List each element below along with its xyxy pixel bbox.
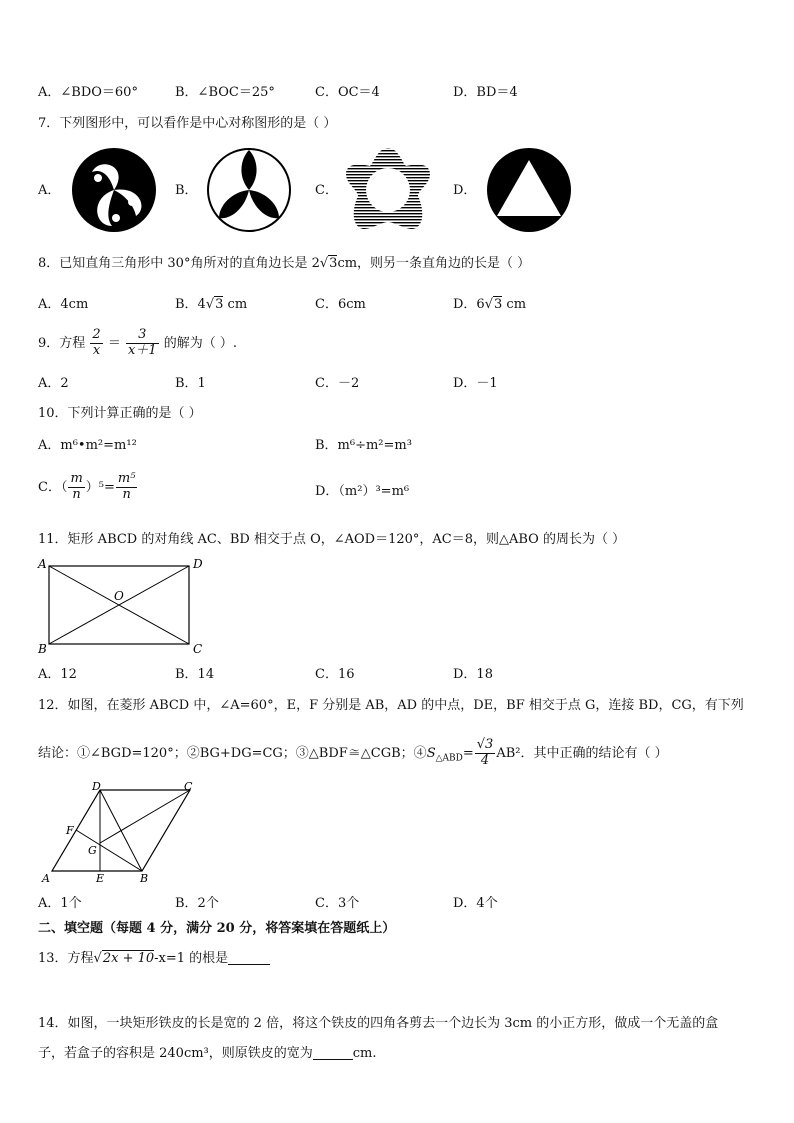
q12-option-a: A．1个 [38,896,82,911]
point-label-d: D [193,557,203,571]
q8-option-b: B．4√3 cm [175,297,248,312]
q8-option-d: D．6√3 cm [453,297,527,312]
q12-option-b: B．2个 [175,896,219,911]
q14-line2: 子，若盒子的容积是 240cm³，则原铁皮的宽为 cm. [38,1046,377,1061]
q8-option-a: A．4cm [38,297,89,312]
q11-stem: 11．矩形 ABCD 的对角线 AC、BD 相交于点 O，∠AOD＝120°，AC＝8，则△ABO 的周长为（ ） [38,532,626,547]
q8-stem: 8．已知直角三角形中 30°角所对的直角边长是 2√3cm，则另一条直角边的长是（ ） [38,256,531,271]
point-label-e: E [96,872,105,885]
q7-option-b: B． [175,183,198,198]
q10-stem: 10．下列计算正确的是（ ） [38,406,202,421]
triangle-in-circle-figure [485,146,573,234]
q13-stem: 13．方程√2x + 10-x=1 的根是 [38,951,270,965]
q11-option-c: C．16 [315,667,355,682]
q7-option-c: C． [315,183,338,198]
q10-option-a: A．m⁶•m²=m¹² [38,438,137,453]
q6-option-a: A．∠BDO＝60° [38,85,138,100]
q12-stem: 12．如图，在菱形 ABCD 中，∠A=60°，E，F 分别是 AB，AD 的中点，DE，BF 相交于点 G，连接 BD，CG，有下列 [38,698,744,713]
q7-stem: 7．下列图形中，可以看作是中心对称图形的是（ ） [38,116,337,131]
q9-option-b: B．1 [175,376,206,391]
q11-option-b: B．14 [175,667,215,682]
q14-line1: 14．如图，一块矩形铁皮的长是宽的 2 倍，将这个铁皮的四角各剪去一个边长为 3cm 的小正方形，做成一个无盖的盒 [38,1016,719,1031]
q9-option-c: C．－2 [315,376,360,391]
q10-option-c: C．（ $\frac{m}{n}$ ）⁵= $\frac{\text{m⁵}}{n}$ [38,471,136,502]
point-label-o: O [114,589,124,603]
triskelion-figure [70,146,158,234]
q9-option-d: D．－1 [453,376,498,391]
q13-answer-blank[interactable] [228,951,270,965]
q6-option-b: B．∠BOC＝25° [175,85,275,100]
q11-option-d: D．18 [453,667,493,682]
point-label-d: D [92,782,101,793]
q10-option-d: D．（m²）³=m⁶ [315,484,410,499]
point-label-c: C [184,782,193,793]
q12-option-c: C．3个 [315,896,360,911]
point-label-b: B [140,872,149,885]
point-label-c: C [193,642,203,654]
point-label-b: B [38,642,47,654]
q8-option-c: C．6cm [315,297,366,312]
striped-flower-figure [342,144,434,236]
rectangle-diagram [36,556,216,654]
point-label-f: F [66,824,74,837]
three-petal-figure [205,146,293,234]
q11-option-a: A．12 [38,667,77,682]
section-heading: 二、填空题（每题 4 分，满分 20 分，将答案填在答题纸上） [38,921,396,936]
q7-option-a: A． [38,183,61,198]
q6-option-c: C．OC＝4 [315,85,380,100]
point-label-g: G [88,844,97,857]
q12-conclusions: 结论：①∠BGD=120°；②BG+DG=CG；③△BDF≅△CGB；$④S_{\triangle ABD}=$ $\frac{√3}{4}$ AB²．其中正确的结论有（ ） [38,737,668,768]
q14-answer-blank[interactable] [313,1046,353,1060]
q7-option-d: D． [453,183,477,198]
point-label-a: A [38,557,47,571]
point-label-a: A [42,872,50,885]
q9-option-a: A．2 [38,376,69,391]
q10-option-b: B．m⁶÷m²=m³ [315,438,412,453]
rhombus-diagram [36,782,206,886]
q12-option-d: D．4个 [453,896,498,911]
q6-option-d: D．BD＝4 [453,85,518,100]
q9-stem: 9．方程 $\frac{2}{x}$ ＝ $\frac{3}{x+1}$ 的解为（ ）. [38,327,238,358]
